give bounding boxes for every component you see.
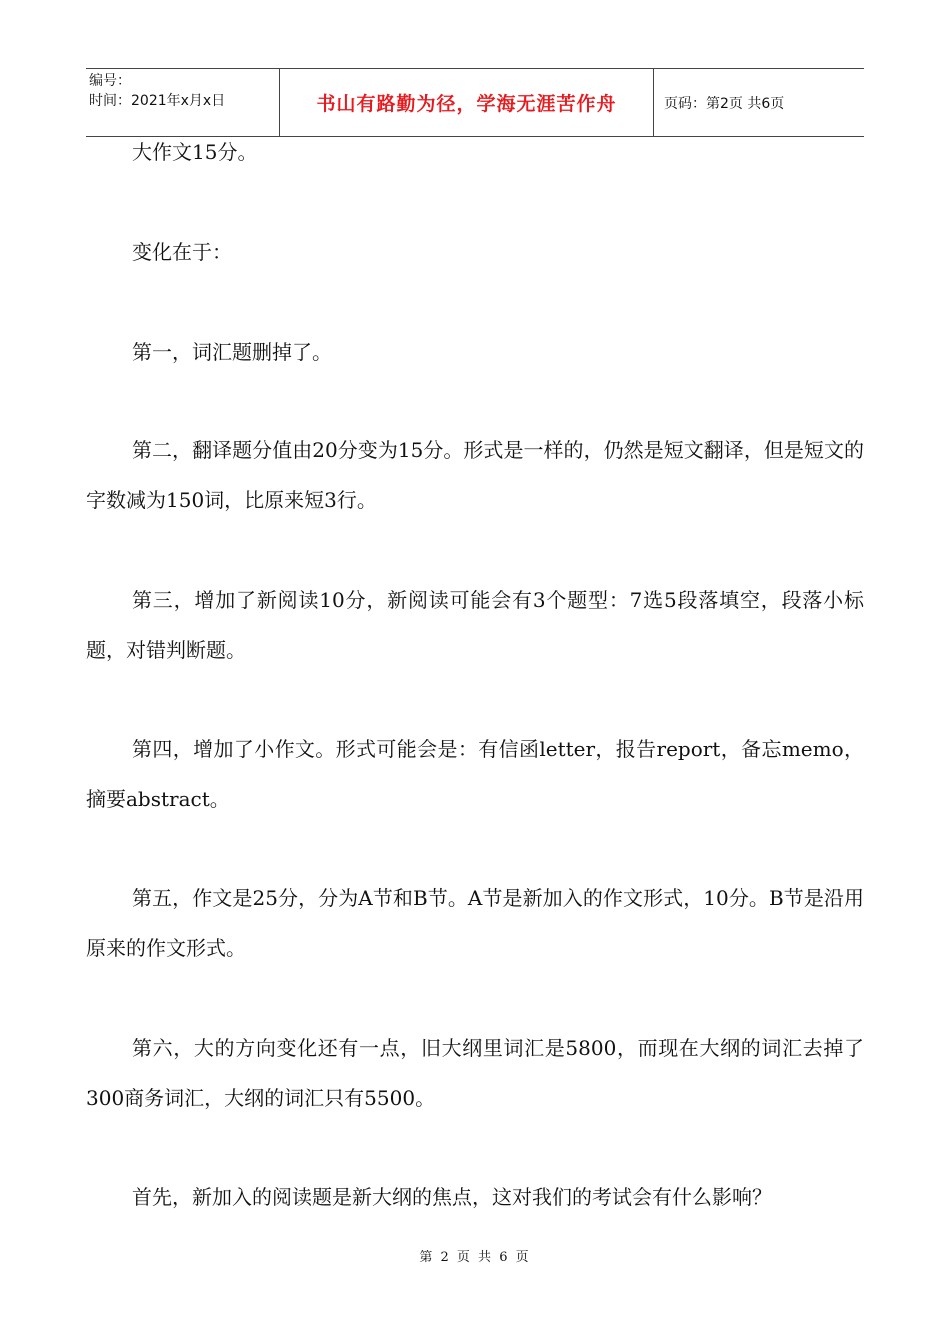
- header-meta: [86, 69, 280, 136]
- paragraph-7: 第五，作文是25分，分为A节和B节。A节是新加入的作文形式，10分。B节是沿用原来的作文形式。: [86, 886, 864, 960]
- page-footer: 第 2 页 共 6 页: [419, 1250, 531, 1265]
- date-label: 时间：2021年x月x日: [89, 93, 226, 109]
- paragraph-4: 第二，翻译题分值由20分变为15分。形式是一样的，仍然是短文翻译，但是短文的字数减为150词，比原来短3行。: [86, 438, 864, 512]
- paragraph-5: 第三，增加了新阅读10分，新阅读可能会有3个题型：7选5段落填空，段落小标题，对错判断题。: [86, 588, 864, 662]
- number-label: 编号：: [89, 73, 131, 89]
- paragraph-2: 变化在于：: [132, 240, 232, 264]
- paragraph-6: 第四，增加了小作文。形式可能会是：有信函letter，报告report，备忘memo，摘要abstract。: [86, 737, 864, 811]
- header-motto: 书山有路勤为径，学海无涯苦作舟: [280, 69, 654, 136]
- paragraph-1: 大作文15分。: [132, 140, 258, 164]
- paragraph-8: 第六，大的方向变化还有一点，旧大纲里词汇是5800，而现在大纲的词汇去掉了300商务词汇，大纲的词汇只有5500。: [86, 1036, 864, 1110]
- paragraph-3: 第一，词汇题删掉了。: [132, 340, 332, 364]
- paragraph-9: 首先，新加入的阅读题是新大纲的焦点，这对我们的考试会有什么影响？: [132, 1185, 772, 1209]
- header-page-info: 页码：第2页 共6页: [664, 95, 785, 112]
